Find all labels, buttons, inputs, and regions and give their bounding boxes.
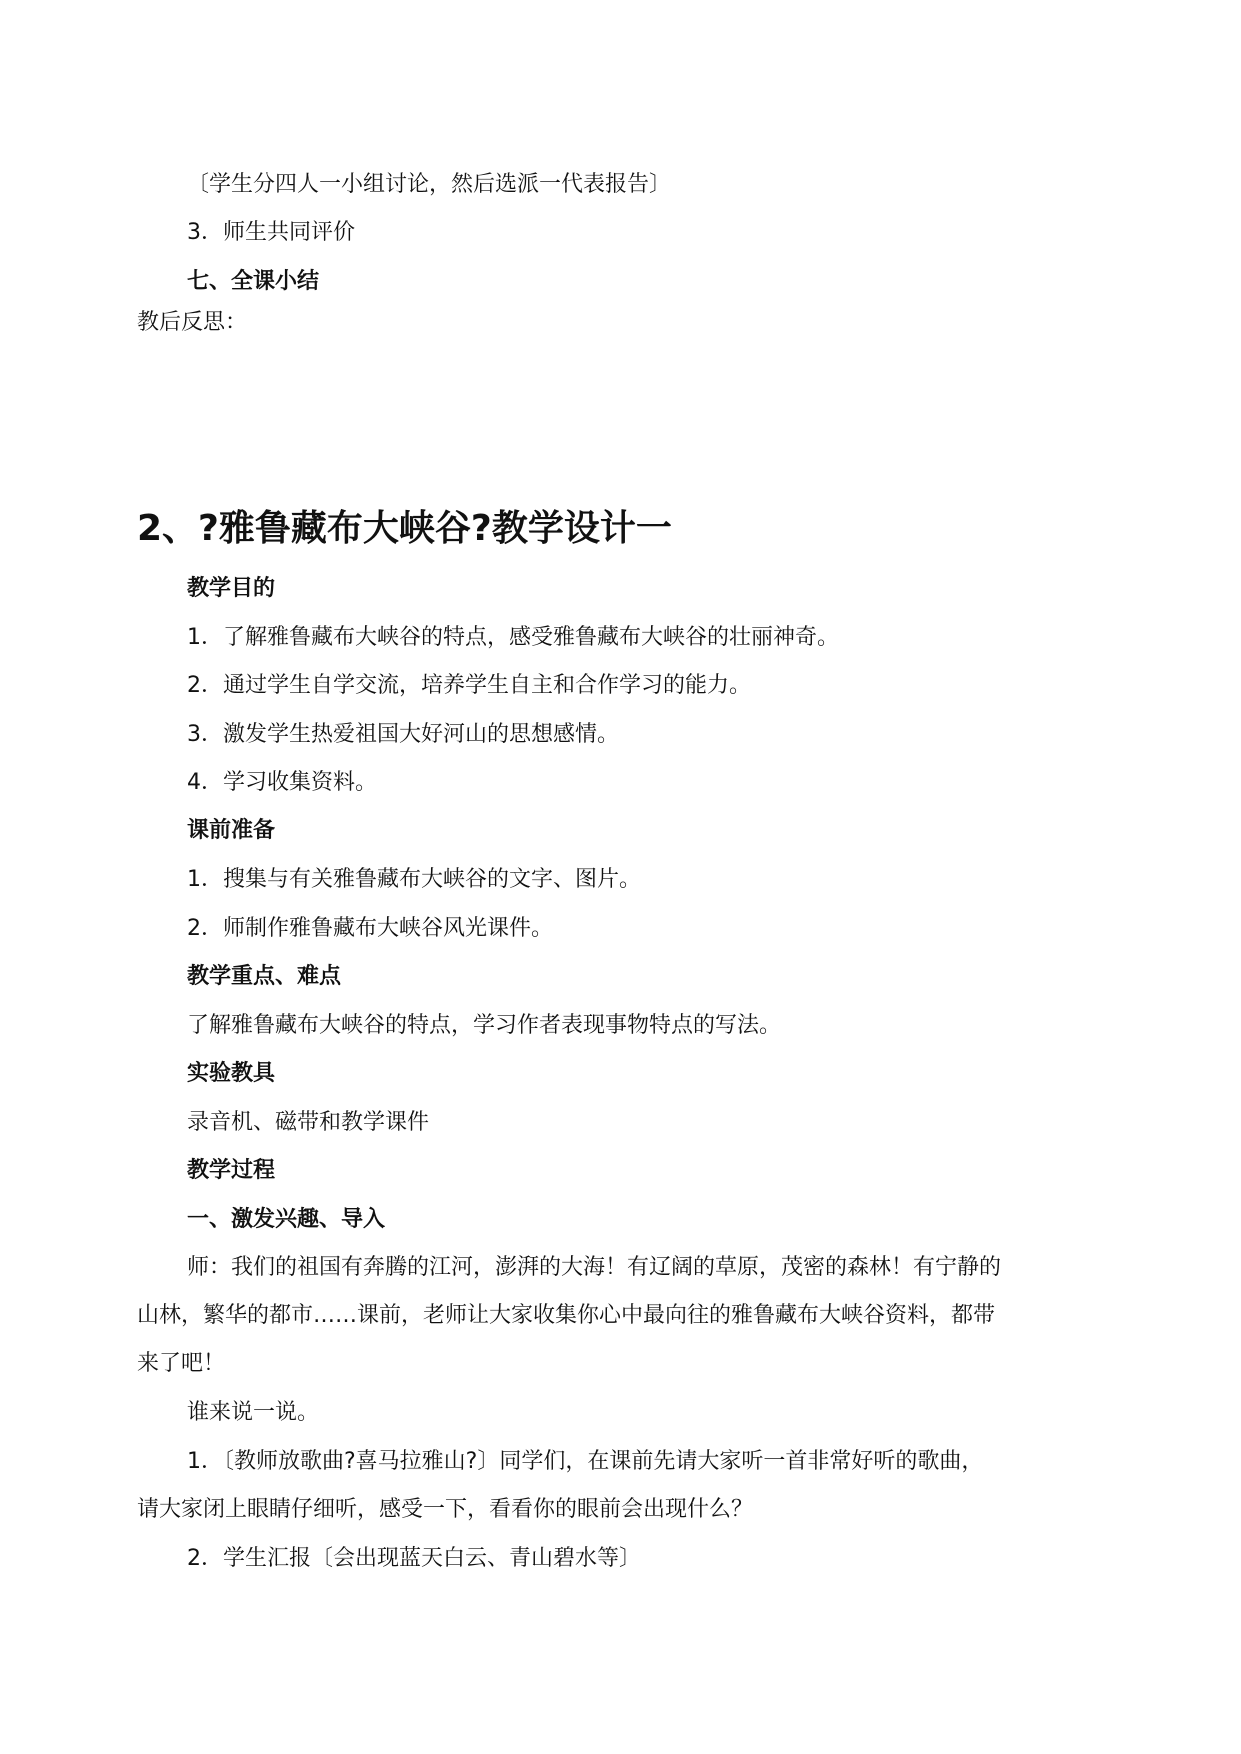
section-heading-process: 教学过程 (187, 1158, 276, 1183)
section-heading-equipment: 实验教具 (187, 1061, 276, 1086)
paragraph-group-discussion: 〔学生分四人一小组讨论，然后选派一代表报告〕 (187, 172, 672, 197)
list-item-song-line-2: 请大家闭上眼睛仔细听，感受一下，看看你的眼前会出现什么？ (137, 1497, 754, 1522)
section-heading-preparation: 课前准备 (187, 818, 276, 843)
section-heading-introduction: 一、激发兴趣、导入 (187, 1207, 386, 1232)
list-item-preparation-1: 1．搜集与有关雅鲁藏布大峡谷的文字、图片。 (187, 867, 641, 892)
list-item-objective-3: 3．激发学生热爱祖国大好河山的思想感情。 (187, 722, 619, 747)
list-item-objective-4: 4．学习收集资料。 (187, 770, 377, 795)
paragraph-equipment: 录音机、磁带和教学课件 (187, 1110, 430, 1135)
document-title: 2、?雅鲁藏布大峡谷?教学设计一 (137, 508, 672, 549)
list-item-objective-2: 2．通过学生自学交流，培养学生自主和合作学习的能力。 (187, 673, 751, 698)
paragraph-teacher-intro-line-1: 师：我们的祖国有奔腾的江河，澎湃的大海！有辽阔的草原，茂密的森林！有宁静的 (187, 1255, 1002, 1280)
section-heading-objectives: 教学目的 (187, 576, 276, 601)
paragraph-reflection: 教后反思： (137, 310, 248, 335)
paragraph-teacher-intro-line-3: 来了吧！ (137, 1351, 226, 1376)
section-heading-key-points: 教学重点、难点 (187, 964, 342, 989)
list-item-preparation-2: 2．师制作雅鲁藏布大峡谷风光课件。 (187, 916, 553, 941)
section-heading-summary: 七、全课小结 (187, 269, 320, 294)
list-item-objective-1: 1．了解雅鲁藏布大峡谷的特点，感受雅鲁藏布大峡谷的壮丽神奇。 (187, 625, 839, 650)
paragraph-who-speaks: 谁来说一说。 (187, 1400, 320, 1425)
list-item-student-report: 2．学生汇报〔会出现蓝天白云、青山碧水等〕 (187, 1546, 641, 1571)
list-item-joint-evaluation: 3．师生共同评价 (187, 220, 355, 245)
paragraph-key-points: 了解雅鲁藏布大峡谷的特点，学习作者表现事物特点的写法。 (187, 1013, 782, 1038)
paragraph-teacher-intro-line-2: 山林，繁华的都市……课前，老师让大家收集你心中最向往的雅鲁藏布大峡谷资料，都带 (137, 1303, 996, 1328)
list-item-song-line-1: 1．〔教师放歌曲?喜马拉雅山?〕同学们，在课前先请大家听一首非常好听的歌曲， (187, 1449, 984, 1474)
